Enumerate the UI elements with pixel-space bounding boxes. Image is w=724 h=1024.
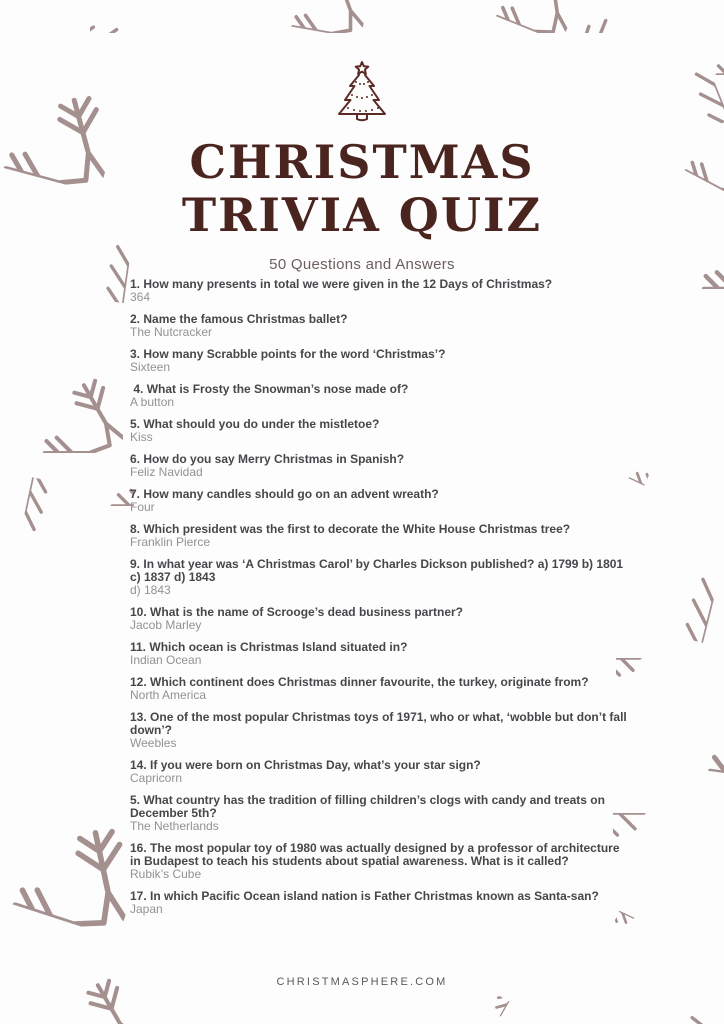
christmas-tree-icon (332, 60, 392, 128)
question-text: 6. How do you say Merry Christmas in Spanish? (130, 452, 405, 466)
fir-twig-snowflake-icon (90, 0, 221, 33)
question-number: 11. (130, 640, 147, 654)
question-text: 1. How many presents in total we were given in the 12 Days of Christmas? (130, 277, 553, 291)
question-item (130, 794, 630, 833)
question-text: 8. Which president was the first to decorate the White House Christmas tree? (130, 522, 571, 536)
snowflake-icon (213, 0, 387, 33)
question-item (130, 606, 630, 632)
site-footer (0, 976, 724, 988)
question-item (130, 523, 630, 549)
fir-twig-snowflake-icon (8, 477, 144, 613)
question-item (130, 641, 630, 667)
title-line-2: TRIVIA QUIZ (181, 188, 543, 242)
question-text: 14. If you were born on Christmas Day, what’s your star sign? (130, 758, 481, 772)
snowflake-icon (0, 283, 123, 453)
question-number: 2. (130, 312, 141, 326)
question-text: 2. Name the famous Christmas ballet? (130, 312, 348, 326)
question-text: 5. What country has the tradition of filling children’s clogs with candy and treats on December 5th? (130, 793, 605, 820)
question-text: 5. What should you do under the mistletoe? (130, 417, 380, 431)
question-text: 16. The most popular toy of 1980 was actually designed by a professor of architecture in Budapest to teach his students about spatial awareness. What is it called? (130, 841, 620, 868)
question-item (130, 842, 630, 881)
site-url: CHRISTMASPHERE.COM (276, 976, 448, 988)
answer-text: Kiss (130, 430, 153, 444)
question-number: 1. (130, 277, 141, 291)
answer-text: Weebles (130, 736, 177, 750)
question-text: 13. One of the most popular Christmas toys of 1971, who or what, ‘wobble but don’t fall down’? (130, 710, 627, 737)
question-number: 4. (130, 382, 144, 396)
answer-text: Jacob Marley (130, 618, 202, 632)
answer-text: North America (130, 688, 207, 702)
question-number: 5. (130, 417, 141, 431)
question-item (130, 890, 630, 916)
answer-text: Rubik’s Cube (130, 867, 202, 881)
question-item (130, 383, 630, 409)
question-item (130, 759, 630, 785)
question-item (130, 676, 630, 702)
question-text: 17. In which Pacific Ocean island nation is Father Christmas known as Santa-san? (130, 889, 599, 903)
question-text: 12. Which continent does Christmas dinner favourite, the turkey, originate from? (130, 675, 589, 689)
fir-twig-snowflake-icon (282, 966, 418, 1024)
answer-text: A button (130, 395, 175, 409)
question-text: 4. What is Frosty the Snowman’s nose made of? (130, 382, 409, 396)
question-item (130, 558, 630, 597)
answer-text: 364 (130, 290, 151, 304)
page-subtitle: 50 Questions and Answers (269, 256, 455, 273)
question-text: 11. Which ocean is Christmas Island situated in? (130, 640, 408, 654)
answer-text: Franklin Pierce (130, 535, 211, 549)
question-item (130, 313, 630, 339)
question-item (130, 278, 630, 304)
quiz-header (0, 60, 724, 273)
answer-text: Indian Ocean (130, 653, 202, 667)
answer-text: Capricorn (130, 771, 183, 785)
answer-text: Feliz Navidad (130, 465, 203, 479)
question-number: 13. (130, 710, 147, 724)
question-text: 10. What is the name of Scrooge’s dead business partner? (130, 605, 463, 619)
question-number: 10. (130, 605, 147, 619)
question-number: 17. (130, 889, 147, 903)
question-number: 6. (130, 452, 141, 466)
question-item (130, 488, 630, 514)
page-title (0, 136, 724, 242)
question-item (130, 418, 630, 444)
question-number: 7. (130, 487, 141, 501)
question-text: 3. How many Scrabble points for the word ‘Christmas’? (130, 347, 446, 361)
question-number: 16. (130, 841, 147, 855)
question-text: 9. In what year was ‘A Christmas Carol’ by Charles Dickson published? a) 1799 b) 1801 c) 1837 d) 1843 (130, 557, 624, 584)
answer-text: d) 1843 (130, 583, 171, 597)
snowflake-top-strip (90, 0, 620, 33)
question-number: 9. (130, 557, 141, 571)
question-number: 14. (130, 758, 147, 772)
question-text: 7. How many candles should go on an advent wreath? (130, 487, 439, 501)
answer-text: Four (130, 500, 155, 514)
question-number: 5. (130, 793, 141, 807)
answer-text: The Nutcracker (130, 325, 213, 339)
question-item (130, 711, 630, 750)
question-item (130, 453, 630, 479)
answer-text: The Netherlands (130, 819, 219, 833)
question-item (130, 348, 630, 374)
question-number: 12. (130, 675, 147, 689)
question-list (130, 278, 630, 925)
question-number: 8. (130, 522, 141, 536)
answer-text: Sixteen (130, 360, 171, 374)
title-line-1: CHRISTMAS (189, 135, 535, 189)
question-number: 3. (130, 347, 141, 361)
answer-text: Japan (130, 902, 163, 916)
